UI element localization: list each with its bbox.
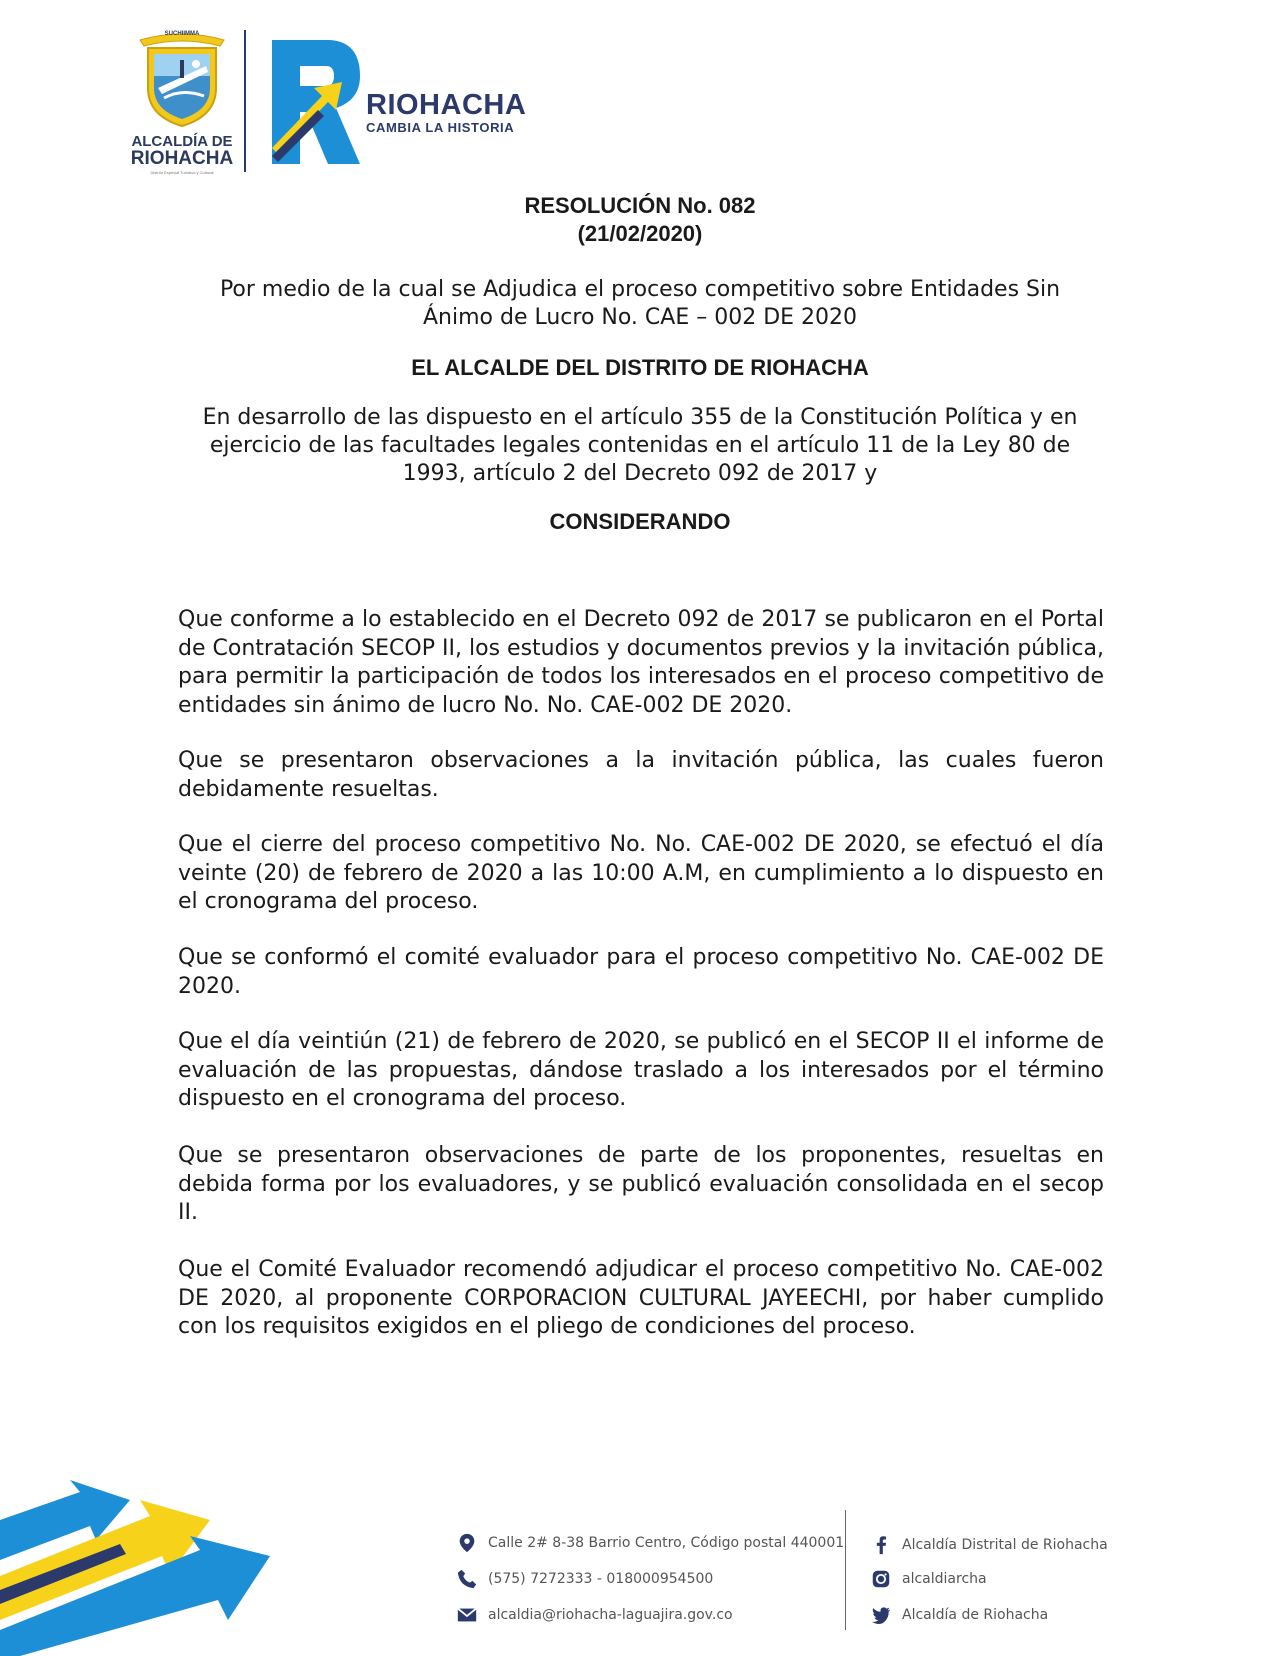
footer-divider (845, 1510, 846, 1630)
crest-small-text: Distrito Especial Turístico y Cultural (150, 170, 214, 175)
legal-basis-line-3: 1993, artículo 2 del Decreto 092 de 2017 y (402, 461, 878, 486)
considering-paragraph: Que se conformó el comité evaluador para el proceso competitivo No. CAE-002 DE 2020. (178, 945, 1104, 999)
brand-wordmark (366, 90, 526, 136)
footer-phone (456, 1568, 713, 1590)
instagram-icon (870, 1568, 892, 1590)
legal-basis-line-2: ejercicio de las facultades legales contenidas en el artículo 11 de la Ley 80 de (209, 433, 1071, 458)
riohacha-r-logo-icon (264, 36, 364, 168)
crest-banner-text: SUCHIIMMA (164, 31, 200, 37)
email-text[interactable]: alcaldia@riohacha-laguajira.gov.co (488, 1607, 733, 1623)
resolution-title: RESOLUCIÓN No. 082 (524, 193, 756, 218)
footer-facebook (870, 1534, 1108, 1556)
considering-paragraph: Que se presentaron observaciones de parte de los proponentes, resueltas en debida forma por los evaluadores, y se publicó evaluación consolidada en el secop II. (178, 1143, 1104, 1225)
footer-twitter (870, 1604, 1048, 1626)
header-divider (244, 30, 246, 172)
phone-icon (456, 1568, 478, 1590)
twitter-icon (870, 1604, 892, 1626)
footer-address (456, 1532, 844, 1554)
email-icon (456, 1604, 478, 1626)
resolution-date: (21/02/2020) (577, 221, 703, 246)
subject-line-1: Por medio de la cual se Adjudica el proceso competitivo sobre Entidades Sin (219, 277, 1061, 302)
facebook-text[interactable]: Alcaldía Distrital de Riohacha (902, 1537, 1108, 1553)
letterhead-footer (0, 1480, 1280, 1656)
address-text: Calle 2# 8-38 Barrio Centro, Código postal 440001 (488, 1535, 845, 1551)
footer-instagram (870, 1568, 987, 1590)
considering-paragraph: Que conforme a lo establecido en el Decreto 092 de 2017 se publicaron en el Portal de Contratación SECOP II, los estudios y documentos previos y la invitación pública, para permitir la participación de todos los interesados en el proceso competitivo de entidades sin ánimo de lucro No. No. CAE-002 DE 2020. (178, 607, 1104, 718)
crest-label-line2: RIOHACHA (130, 148, 234, 169)
twitter-text[interactable]: Alcaldía de Riohacha (902, 1607, 1049, 1623)
considering-heading: CONSIDERANDO (549, 509, 731, 534)
footer-arrow-graphic-icon (0, 1480, 290, 1656)
letterhead (128, 26, 588, 176)
alcaldia-crest-logo (128, 26, 236, 176)
considering-paragraph: Que el día veintiún (21) de febrero de 2020, se publicó en el SECOP II el informe de evaluación de las propuestas, dándose traslado a los interesados por el término dispuesto en el cronograma del proceso. (178, 1029, 1104, 1111)
brand-name: RIOHACHA (366, 89, 527, 121)
facebook-icon (870, 1534, 892, 1556)
brand-slogan: CAMBIA LA HISTORIA (366, 120, 515, 135)
legal-basis-line-1: En desarrollo de las dispuesto en el artículo 355 de la Constitución Política y en (202, 405, 1078, 430)
considering-paragraph: Que se presentaron observaciones a la invitación pública, las cuales fueron debidamente resueltas. (178, 748, 1104, 802)
authority-heading: EL ALCALDE DEL DISTRITO DE RIOHACHA (411, 355, 869, 380)
crest-label-line1: ALCALDÍA DE (131, 133, 233, 150)
considering-paragraph: Que el cierre del proceso competitivo No. No. CAE-002 DE 2020, se efectuó el día veinte (20) de febrero de 2020 a las 10:00 A.M, en cumplimiento a lo dispuesto en el cronograma del proceso. (178, 832, 1104, 914)
crest-shield-icon (134, 26, 230, 130)
phone-text: (575) 7272333 - 018000954500 (488, 1571, 714, 1587)
footer-email (456, 1604, 733, 1626)
instagram-text[interactable]: alcaldiarcha (902, 1571, 987, 1587)
location-pin-icon (456, 1532, 478, 1554)
considering-paragraph: Que el Comité Evaluador recomendó adjudicar el proceso competitivo No. CAE-002 DE 2020, al proponente CORPORACION CULTURAL JAYEECHI, por haber cumplido con los requisitos exigidos en el pliego de condiciones del proceso. (178, 1257, 1104, 1339)
subject-line-2: Ánimo de Lucro No. CAE – 002 DE 2020 (422, 305, 858, 330)
